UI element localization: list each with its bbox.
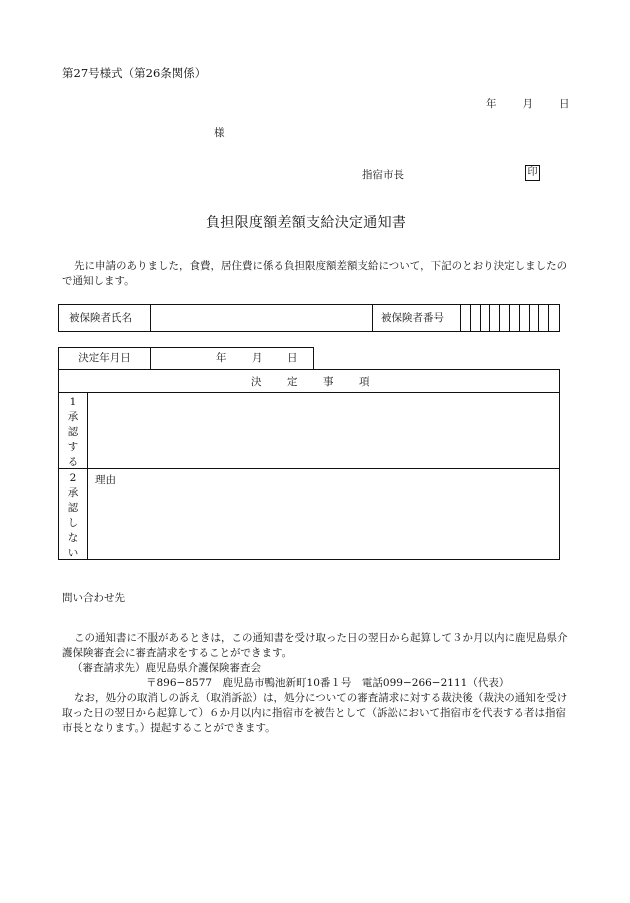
insured-number-digit-box[interactable] xyxy=(520,305,530,331)
approve-label xyxy=(59,393,88,468)
reject-row xyxy=(59,469,559,559)
reject-char: 認 xyxy=(67,502,79,514)
insured-number-digit-box[interactable] xyxy=(500,305,510,331)
insured-number-digit-box[interactable] xyxy=(549,305,559,331)
notice-para-1-text: この通知書に不服があるときは，この通知書を受け取った日の翌日から起算して３か月以内に鹿児島県介護保険審査会に審査請求をすることができます。 xyxy=(62,632,568,659)
addressee-suffix: 様 xyxy=(214,127,225,139)
approve-row xyxy=(59,393,559,469)
approve-char: 認 xyxy=(67,426,79,438)
approve-char: す xyxy=(67,441,79,453)
decision-date-row xyxy=(58,347,314,369)
decision-date-month: 月 xyxy=(252,352,263,364)
insured-number-digit-box[interactable] xyxy=(461,305,471,331)
reject-char: な xyxy=(67,532,79,544)
insured-number-digit-box[interactable] xyxy=(490,305,500,331)
decision-date-label: 決定年月日 xyxy=(59,348,151,369)
header-char: 定 xyxy=(287,376,298,388)
date-year: 年 xyxy=(486,98,497,110)
issue-date xyxy=(486,96,570,111)
address-text: 〒896−8577 鹿児島市鴨池新町10番１号 電話099−266−2111（代表） xyxy=(146,677,510,689)
notice-para-2-text: なお，処分の取消しの訴え（取消訴訟）は，処分についての審査請求に対する裁決後（裁決の通知を受け取った日の翌日から起算して）６か月以内に指宿市を被告として（訴訟において指宿市を代表する者は指宿市長となります。）提起することができます。 xyxy=(62,692,568,734)
decision-header xyxy=(59,370,559,393)
intro-text xyxy=(62,259,570,289)
insured-number-label: 被保険者番号 xyxy=(373,305,461,331)
insured-number-digit-box[interactable] xyxy=(530,305,540,331)
form-number: 第27号様式（第26条関係） xyxy=(62,66,207,80)
insured-name-label: 被保険者氏名 xyxy=(59,305,151,331)
decision-date-day: 日 xyxy=(287,352,298,364)
reject-number: 2 xyxy=(69,472,77,484)
appeal-notice xyxy=(62,631,572,736)
insured-table xyxy=(58,304,560,332)
decision-table xyxy=(58,369,560,560)
date-day: 日 xyxy=(559,98,570,110)
notice-para-1 xyxy=(62,631,572,661)
reject-char: い xyxy=(67,547,79,559)
date-month: 月 xyxy=(522,98,533,110)
notice-address xyxy=(62,676,572,691)
document-title: 負担限度額差額支給決定通知書 xyxy=(206,215,407,231)
notice-para-2 xyxy=(62,691,572,736)
header-char: 項 xyxy=(359,376,370,388)
approve-number: 1 xyxy=(69,396,77,408)
intro-body: 先に申請のありました，食費，居住費に係る負担限度額差額支給について，下記のとおり決定しましたので通知します。 xyxy=(62,260,568,287)
seal-mark: 印 xyxy=(525,165,540,181)
reject-char: 承 xyxy=(67,487,79,499)
inquiry-label: 問い合わせ先 xyxy=(62,592,125,604)
insured-name-field[interactable] xyxy=(151,305,373,331)
approve-char: る xyxy=(67,456,79,468)
reject-label xyxy=(59,469,88,559)
decision-date-year: 年 xyxy=(216,352,227,364)
insured-number-digit-box[interactable] xyxy=(510,305,520,331)
reject-char: し xyxy=(67,517,79,529)
request-to-text: （審査請求先）鹿児島県介護保険審査会 xyxy=(72,662,261,674)
insured-number-digit-box[interactable] xyxy=(539,305,549,331)
insured-number-digit-box[interactable] xyxy=(481,305,491,331)
notice-request-to xyxy=(62,661,572,676)
issuer-name: 指宿市長 xyxy=(362,169,404,181)
approve-char: 承 xyxy=(67,411,79,423)
reason-label: 理由 xyxy=(95,474,116,486)
insured-number-digit-box[interactable] xyxy=(471,305,481,331)
header-char: 決 xyxy=(251,376,262,388)
header-char: 事 xyxy=(323,376,334,388)
